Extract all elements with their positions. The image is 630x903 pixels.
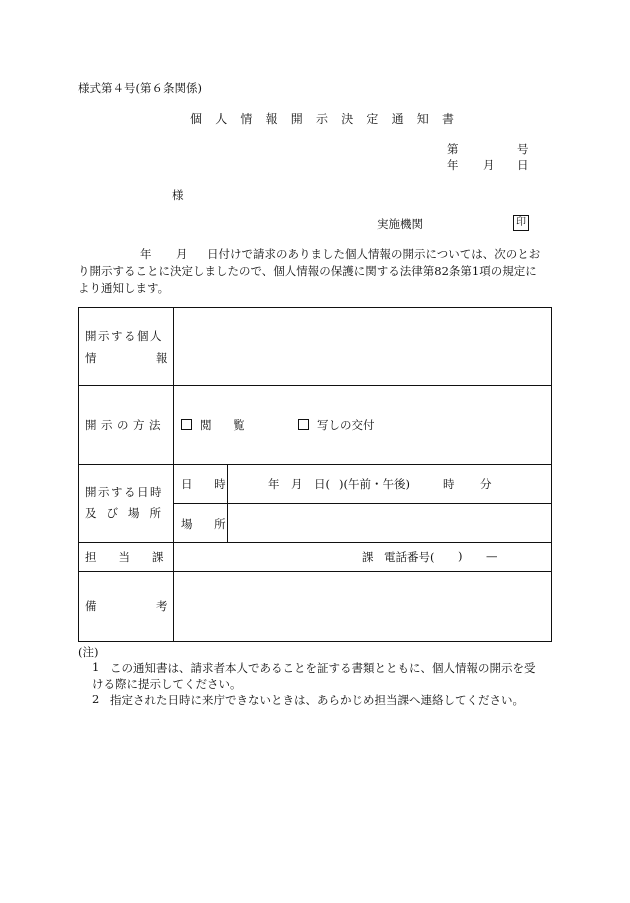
datetime-month: 月 [291, 477, 303, 491]
phone-dash: — [486, 549, 498, 563]
date-day: 日 [517, 158, 529, 172]
row-label-personal-info-b1: 情 [85, 351, 97, 365]
row-label-remarks-1: 備 [85, 599, 97, 613]
doc-number-suffix: 号 [517, 142, 529, 156]
date-month: 月 [483, 158, 495, 172]
row-label-remarks-2: 考 [156, 599, 168, 613]
phone-label: 電話番号( [384, 550, 435, 564]
note-1-text-b: ける際に提示してください。 [92, 677, 242, 691]
issuer-label: 実施機関 [377, 217, 423, 231]
datetime-minute: 分 [480, 477, 492, 491]
body-line-1: 日付けで請求のありました個人情報の開示については、次のとお [207, 247, 541, 261]
body-month: 月 [176, 247, 188, 261]
row-label-personal-info-b2: 報 [156, 351, 168, 365]
option-copy[interactable] [298, 417, 375, 433]
checkbox-icon[interactable] [181, 419, 192, 430]
doc-number-prefix: 第 [447, 142, 459, 156]
sub-label-datetime: 日 時 [181, 477, 235, 491]
disclosure-form-table [78, 307, 552, 642]
document-title: 個人情報開示決定通知書 [190, 112, 468, 126]
option-viewing[interactable] [181, 417, 254, 433]
row-label-datetime-place-b: 及び場所 [85, 506, 171, 520]
seal-stamp: 印 [513, 215, 529, 231]
datetime-day: 日( [314, 477, 330, 491]
note-1-text-a: この通知書は、請求者本人であることを証する書類とともに、個人情報の開示を受 [110, 661, 536, 675]
form-number: 様式第４号(第６条関係) [78, 81, 202, 95]
department-ka: 課 [362, 550, 374, 564]
option-copy-label: 写しの交付 [317, 418, 375, 432]
body-line-2: り開示することに決定しましたので、個人情報の保護に関する法律第82条第1項の規定に [78, 264, 537, 278]
row-label-department: 担当課 [85, 550, 186, 564]
note-2-text: 指定された日時に来庁できないときは、あらかじめ担当課へ連絡してください。 [110, 693, 524, 707]
body-line-3: より通知します。 [78, 281, 170, 295]
checkbox-icon[interactable] [298, 419, 309, 430]
phone-close: ) [458, 549, 463, 563]
note-1-number: 1 [92, 660, 100, 674]
sub-label-place: 場 所 [181, 517, 235, 531]
row-label-datetime-place-a: 開示する日時 [85, 485, 163, 499]
addressee-suffix: 様 [172, 188, 184, 202]
datetime-hour: 時 [443, 477, 455, 491]
date-year: 年 [447, 158, 459, 172]
note-2-number: 2 [92, 692, 100, 706]
row-label-personal-info-a: 開示する個人 [85, 329, 163, 343]
datetime-ampm: )(午前・午後) [339, 477, 410, 491]
datetime-year: 年 [268, 477, 280, 491]
body-year: 年 [140, 247, 152, 261]
option-viewing-label: 閲 覧 [200, 418, 254, 432]
row-label-method: 開示の方法 [85, 418, 165, 432]
notes-header: (注) [78, 645, 99, 659]
